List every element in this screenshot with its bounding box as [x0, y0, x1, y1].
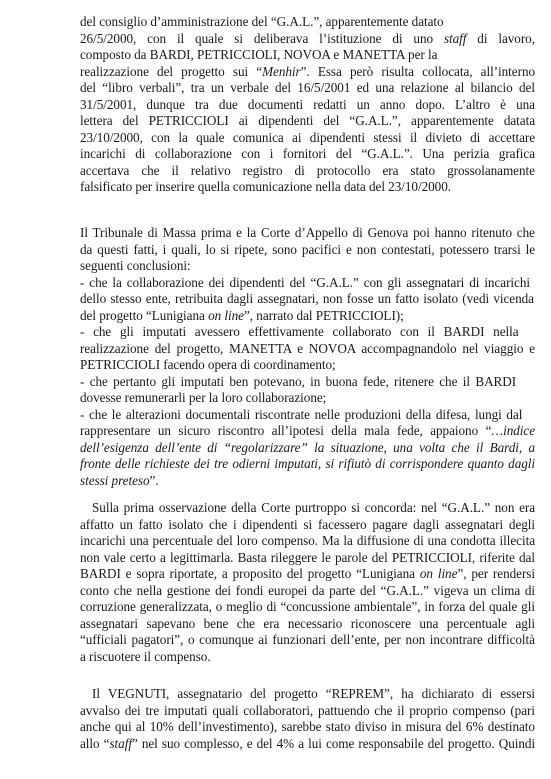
- text-line: BARDI e sopra riportate, a proposito del progetto “Lunigiana on line”, per rendersi: [80, 566, 536, 581]
- text-line: - che la collaborazione dei dipendenti del “G.A.L.” con gli assegnatari di incarichi: [80, 274, 530, 290]
- text-line: lettera del PETRICCIOLI ai dipendenti del “G.A.L.”, apparentemente datata: [80, 113, 536, 128]
- text-line: a riscuotere il compenso.: [80, 648, 211, 664]
- text-line: affatto un fatto isolato che i dipendenti si facessero pagare dagli assegnatari degli: [80, 516, 536, 532]
- text-line: realizzazione del progetto sui “Menhir”. Essa però risulta collocata, all’interno: [80, 63, 536, 79]
- text-line: realizzazione del progetto, MANETTA e NOVOA accompagnandolo nel viaggio e: [80, 340, 536, 356]
- text-line: fronte delle richieste dei tre odierni imputati, si rifiutò di corrispondere quanto dagli: [80, 456, 536, 471]
- text-line: del consiglio d’amministrazione del “G.A.L.”, apparentemente datato: [80, 14, 444, 29]
- text-line: “ufficiali pagatori”, o comunque ai funzionari dell’ente, per non incontrare difficoltà: [80, 632, 535, 647]
- text-line: non vale certo a legittimarla. Basta rileggere le parole del PETRICCIOLI, riferite dal: [80, 549, 535, 565]
- text-line: anche qui al 10% dell’investimento), sarebbe stato diviso in misura del 6% destinato: [80, 719, 535, 734]
- text-line: corruzione generalizzata, o meglio di “concussione ambientale”, in forza del quale gli: [80, 599, 535, 614]
- text-line: dell’esigenza dell’ente di “regolarizzare” la situazione, una volta che il Bardi, a: [80, 439, 535, 455]
- text-line: 31/5/2001, dunque tra due documenti redatti un anno dopo. L’altro è una: [80, 96, 535, 112]
- text-line: assegnatari sapevano bene che era necessario riconoscere una percentuale agli: [80, 615, 536, 631]
- text-line: dovesse remunerarli per la loro collaborazione;: [80, 390, 327, 405]
- text-line: Sulla prima osservazione della Corte purtroppo si concorda: nel “G.A.L.” non era: [92, 500, 536, 515]
- text-line: da questi fatti, i quali, lo si ripete, sono pacifici e non contestati, potessero trarsi le: [80, 241, 536, 257]
- text-line: conto che nella gestione dei fondi europei da parte del “G.A.L.” vigeva un clima di: [80, 582, 536, 598]
- text-line: seguenti conclusioni:: [80, 258, 191, 273]
- text-line: - che le alterazioni documentali riscontrate nelle produzioni della difesa, lungi dal: [80, 406, 523, 422]
- text-line: stessi preteso”.: [80, 472, 159, 488]
- text-line: accertava che il relativo registro di protocollo era stato grossolanamente: [80, 162, 535, 178]
- text-line: falsificato per inserire quella comunicazione nella data del 23/10/2000.: [80, 179, 452, 194]
- text-line: incarichi una percentuale del loro compenso. Ma la diffusione di una condotta illecita: [80, 533, 535, 548]
- text-line: Il VEGNUTI, assegnatario del progetto “REPREM”, ha dichiarato di essersi: [92, 686, 536, 701]
- text-line: composto da BARDI, PETRICCIOLI, NOVOA e MANETTA per la: [80, 47, 438, 62]
- text-line: allo “staff” nel suo complesso, e del 4% a lui come responsabile del progetto. Quindi: [80, 735, 536, 751]
- text-line: 26/5/2000, con il quale si deliberava l’istituzione di uno staff di lavoro,: [80, 30, 535, 46]
- text-line: incarichi di collaborazione con i fornitori del “G.A.L.”. Una perizia grafica: [80, 146, 536, 161]
- text-line: - che pertanto gli imputati ben potevano, in buona fede, ritenere che il BARDI: [80, 373, 517, 389]
- text-line: rappresentare un sicuro riscontro all’ipotesi della mala fede, appaiono “…indice: [80, 423, 536, 438]
- text-line: del progetto “Lunigiana on line”, narrato dal PETRICCIOLI);: [80, 307, 404, 323]
- text-line: Il Tribunale di Massa prima e la Corte d’Appello di Genova poi hanno ritenuto che: [80, 225, 535, 240]
- text-line: PETRICCIOLI facendo opera di coordinamento;: [80, 357, 336, 372]
- text-line: - che gli imputati avessero effettivamente collaborato con il BARDI nella: [80, 324, 519, 339]
- text-line: del “libro verbali”, tra un verbale del 16/5/2001 ed una relazione al bilancio del: [80, 80, 535, 95]
- text-line: dello stesso ente, retribuita dagli assegnatari, non fosse un fatto isolato (vedi vicenda: [80, 291, 534, 306]
- text-line: 23/10/2000, con la quale comunica ai dipendenti stessi il divieto di accettare: [80, 129, 536, 145]
- text-line: avvalso dei tre imputati quali collaboratori, pattuendo che il proprio compenso (pari: [80, 702, 535, 718]
